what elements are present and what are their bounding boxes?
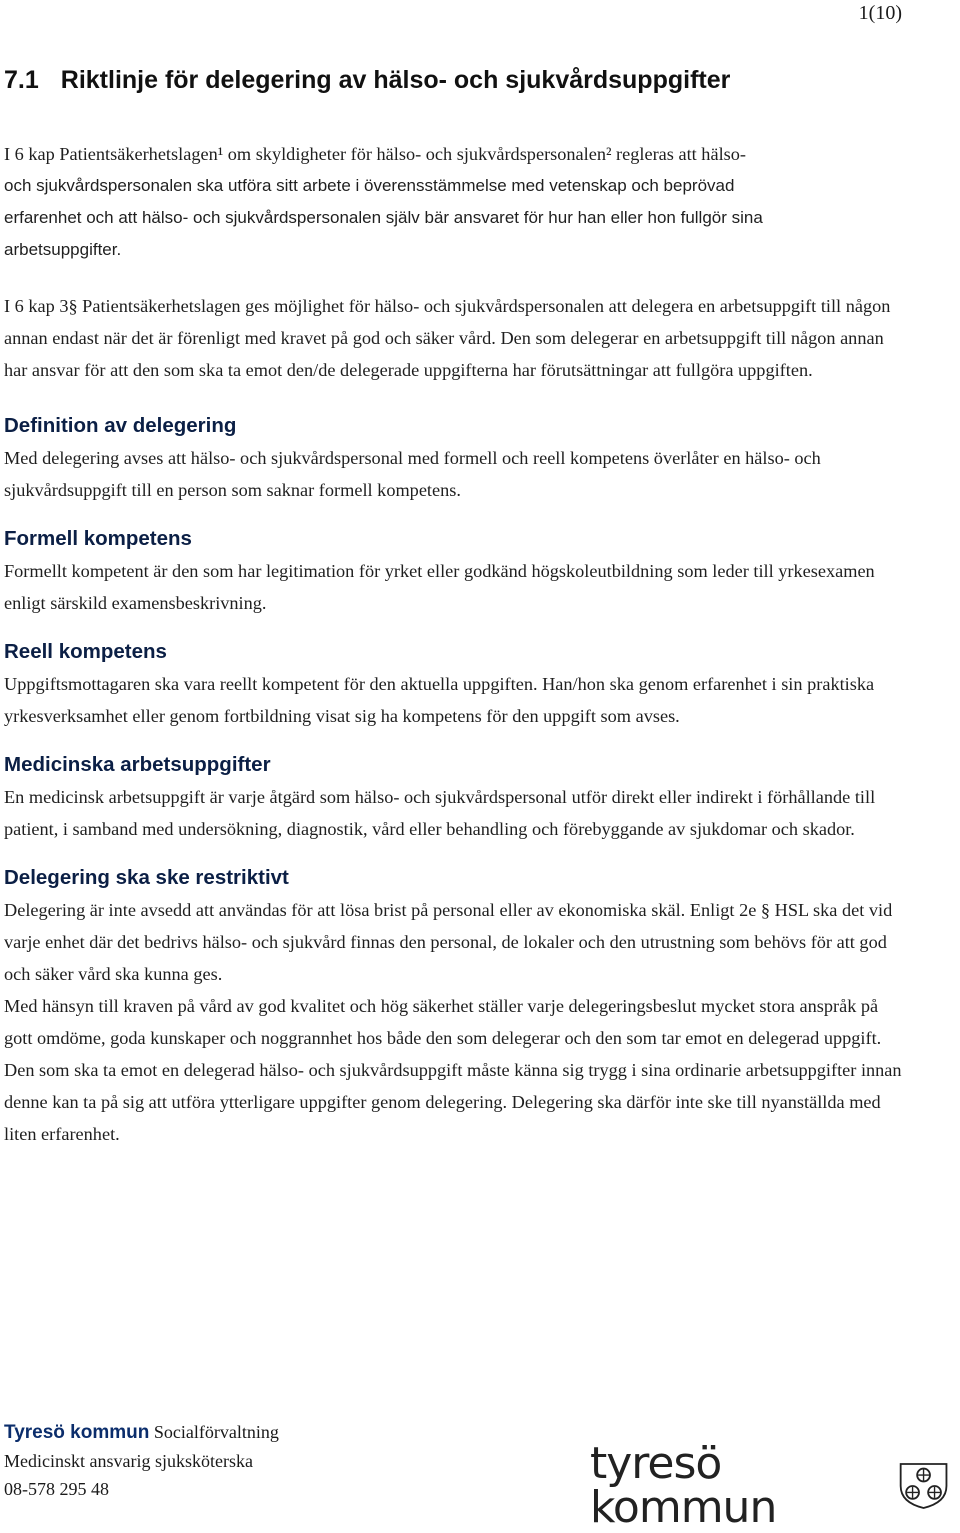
footer-phone: 08-578 295 48 (4, 1479, 109, 1499)
logo-text: tyresö kommun (590, 1438, 777, 1533)
footer-org-line (4, 1418, 279, 1447)
intro-paragraph (4, 138, 904, 266)
document-body (4, 138, 904, 1150)
section-paragraph: Formellt kompetent är den som har legitimation för yrket eller godkänd högskoleutbildning som leder till yrkesexamen enligt särskild examensbeskrivning. (4, 561, 875, 613)
section-number: 7.1 (4, 66, 39, 94)
section-paragraph: Med delegering avses att hälso- och sjukvårdspersonal med formell och reell kompetens överlåter en hälso- och sjukvårdsuppgift till en person som saknar formell kompetens. (4, 448, 821, 500)
section-paragraph: Den som ska ta emot en delegerad hälso- och sjukvårdsuppgift måste känna sig trygg i sina ordinarie arbetsuppgifter innan denne kan ta på sig att utföra ytterligare uppgifter genom delegering. Delegering ska därför inte ske till nyanställda med liten erfarenhet. (4, 1060, 902, 1144)
footer-org: Tyresö kommun (4, 1422, 150, 1443)
page-number: 1(10) (858, 2, 902, 24)
section-formell (4, 523, 904, 619)
section-heading: Definition av delegering (4, 414, 237, 437)
footer (4, 1418, 279, 1503)
section-paragraph: Med hänsyn till kraven på vård av god kvalitet och hög säkerhet ställer varje delegeringsbeslut mycket stora anspråk på gott omdöme, goda kunskaper och noggrannhet hos både den som delegerar och den som tar emot en delegerad uppgift. (4, 996, 882, 1048)
coat-of-arms-icon (897, 1460, 950, 1512)
tyreso-logo (590, 1438, 950, 1533)
intro-line: erfarenhet och att hälso- och sjukvårdspersonalen själv bär ansvaret för hur han eller hon fullgör sina (4, 208, 763, 227)
section-heading: Delegering ska ske restriktivt (4, 866, 289, 889)
document-title (4, 66, 730, 95)
section-paragraph: Uppgiftsmottagaren ska vara reellt kompetent för den aktuella uppgiften. Han/hon ska genom erfarenhet i sin praktiska yrkesverksamhet eller genom fortbildning visat sig ha kompetens för den uppgift som avses. (4, 674, 875, 726)
section-reell (4, 636, 904, 732)
section-medicinska (4, 749, 904, 845)
title-text: Riktlinje för delegering av hälso- och sjukvårdsuppgifter (60, 66, 731, 94)
intro-line: och sjukvårdspersonalen ska utföra sitt arbete i överensstämmelse med vetenskap och beprövad (4, 176, 735, 195)
intro-line: I 6 kap Patientsäkerhetslagen¹ om skyldigheter för hälso- och sjukvårdspersonalen² regleras att hälso- (4, 144, 746, 164)
footer-department: Socialförvaltning (153, 1422, 279, 1442)
section-heading: Medicinska arbetsuppgifter (4, 753, 271, 776)
footer-role: Medicinskt ansvarig sjuksköterska (4, 1451, 253, 1471)
section-heading: Formell kompetens (4, 527, 192, 550)
section-paragraph: Delegering är inte avsedd att användas för att lösa brist på personal eller av ekonomiska skäl. Enligt 2e § HSL ska det vid varje enhet där det bedrivs hälso- och sjukvård finnas den personal, de lokaler och den utrustning som behövs för att god och säker vård ska kunna ges. (4, 900, 893, 984)
section-restriktivt (4, 862, 904, 1150)
section-paragraph: En medicinsk arbetsuppgift är varje åtgärd som hälso- och sjukvårdspersonal utför direkt eller indirekt i förhållande till patient, i samband med undersökning, diagnostik, vård eller behandling och förebyggande av sjukdomar och skador. (4, 787, 876, 839)
delegation-paragraph: I 6 kap 3§ Patientsäkerhetslagen ges möjlighet för hälso- och sjukvårdspersonalen att delegera en arbetsuppgift till någon annan endast när det är förenligt med kravet på god och säker vård. Den som delegerar en arbetsuppgift till någon annan har ansvar för att den som ska ta emot den/de delegerade uppgifterna har förutsättningar att fullgöra uppgiften. (4, 296, 891, 380)
section-heading: Reell kompetens (4, 640, 167, 663)
intro-line: arbetsuppgifter. (4, 240, 122, 259)
section-definition (4, 410, 904, 506)
